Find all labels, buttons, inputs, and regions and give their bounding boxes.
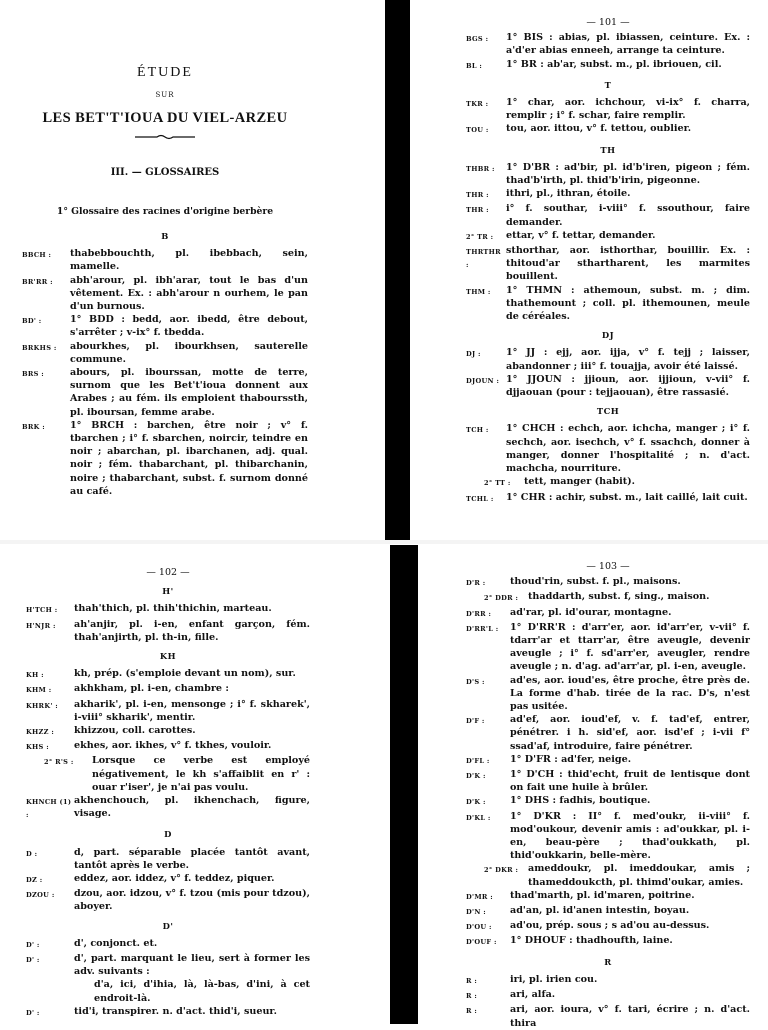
glossary-entry — [466, 794, 750, 809]
glossary-entry — [466, 1003, 750, 1029]
entry-root: BRK : — [22, 422, 46, 431]
glossary-entry — [26, 618, 310, 644]
entry-root: DZ : — [26, 876, 43, 885]
entry-root: DJOUN : — [466, 376, 500, 385]
glossary-entry — [466, 768, 750, 794]
glossary-entry — [466, 187, 750, 202]
entry-definition: 1° D'FR : ad'fer, neige. — [510, 753, 632, 765]
glossary-entry — [466, 674, 750, 714]
glossary-entry — [26, 754, 310, 794]
glossary-entry — [26, 602, 310, 617]
main-title: LES BET'T'IOUA DU VIEL-ARZEU — [42, 110, 288, 127]
glossary-entry — [22, 313, 308, 339]
entry-definition: 1° BIS : abias, pl. ibiassen, ceinture. Ex. : a'd'er abias enneeh, arrange ta ceinture. — [506, 32, 750, 57]
entry-root: BR'RR : — [22, 277, 53, 286]
entry-root: TKR : — [466, 100, 489, 109]
letter-heading: DJ — [601, 330, 615, 341]
glossary-entry — [466, 621, 750, 674]
entry-definition: dzou, aor. idzou, v° f. tzou (mis pour tdzou), aboyer. — [74, 888, 310, 913]
binding-gutter-bottom — [390, 545, 418, 1024]
page-number: — 102 — — [146, 567, 190, 578]
glossary-entry — [26, 724, 310, 739]
letter-heading: H' — [162, 586, 174, 597]
entry-root: R : — [466, 976, 478, 985]
entry-root: H'TCH : — [26, 606, 58, 615]
entry-root: D'MR : — [466, 892, 494, 901]
entry-root: KHS : — [26, 743, 49, 752]
entry-root: THR : — [466, 191, 489, 200]
entry-root: KH : — [26, 671, 44, 680]
glossary-entry — [26, 1005, 310, 1020]
entry-definition: 1° D'KR : II° f. med'oukr, ii-viii° f. mod'oukour, devenir amis : ad'oukkar, pl. i-en, beau-père ; thad'oukkath, pl. thid'oukkarin, belle-mère. — [510, 810, 750, 862]
entry-definition: ari, alfa. — [510, 989, 556, 1001]
letter-heading: KH — [159, 651, 177, 662]
glossary-entry — [466, 590, 750, 605]
entry-definition: 1° JJOUN : jjioun, aor. ijjioun, v-vii° f. djjaouan (pour : tejjaouan), être rassasié. — [506, 373, 750, 399]
entry-definition: akharik', pl. i-en, mensonge ; i° f. skharek', i-viii° skharik', mentir. — [74, 698, 310, 723]
entry-root: D'OUF : — [466, 938, 497, 947]
glossary-entry — [466, 161, 750, 187]
glossary-entry — [26, 682, 310, 697]
entry-definition: tid'i, transpirer. n. d'act. thid'i, sueur. — [74, 1005, 277, 1017]
glossary-entry — [466, 58, 750, 73]
letter-heading: D — [164, 829, 172, 840]
entry-root: KHNCH (1) : — [26, 798, 72, 820]
letter-heading: B — [161, 231, 169, 242]
section-title: III. — GLOSSAIRES — [110, 166, 220, 178]
entry-root: D'K : — [466, 798, 486, 807]
glossary-entry — [466, 904, 750, 919]
entry-root: D'OU : — [466, 923, 492, 932]
entry-root: KHM : — [26, 686, 52, 695]
entry-root: R : — [466, 992, 478, 1001]
entry-definition: ithri, pl., ithran, étoile. — [506, 188, 631, 200]
page-101 — [466, 16, 750, 506]
entry-root: TCH : — [466, 426, 489, 435]
entry-definition: ad'rar, pl. id'ourar, montagne. — [510, 606, 672, 618]
page-number: — 103 — — [586, 561, 630, 572]
entry-definition: thad'marth, pl. id'maren, poitrine. — [510, 889, 695, 901]
entry-root: D'KL : — [466, 813, 491, 822]
letter-heading: T — [604, 79, 612, 90]
glossary-entry — [22, 366, 308, 419]
entry-definition: thaddarth, subst. f, sing., maison. — [528, 591, 710, 603]
entry-continuation: d'a, ici, d'ihia, là, là-bas, d'ini, à cet endroit-là. — [94, 979, 310, 1004]
glossary-entry — [26, 739, 310, 754]
entry-definition: tou, aor. ittou, v° f. tettou, oublier. — [506, 123, 692, 135]
glossary-entry — [466, 919, 750, 934]
entry-definition: i° f. southar, i-viii° f. ssouthour, faire demander. — [506, 203, 750, 228]
glossary-entry — [466, 862, 750, 888]
entry-root: THRTHR : — [466, 248, 501, 270]
title-etude: ÉTUDE — [137, 65, 193, 80]
entry-definition: 1° DHOUF : thadhoufth, laine. — [510, 935, 673, 947]
entries-list — [22, 247, 308, 498]
glossary-entry — [466, 934, 750, 949]
entry-definition: akhenchouch, pl. ikhenchach, figure, visage. — [74, 795, 310, 820]
glossary-entry — [26, 698, 310, 724]
entry-root: KHZZ : — [26, 728, 55, 737]
entry-definition: ari, aor. ioura, v° f. tari, écrire ; n. d'act. thira — [510, 1004, 750, 1029]
glossary-entry — [26, 846, 310, 872]
entry-definition: 1° JJ : ejj, aor. ijja, v° f. tejj ; laisser, abandonner ; iii° f. touajja, avoir été laissé. — [506, 347, 750, 372]
title-sur: SUR — [155, 91, 175, 100]
entry-root: BL : — [466, 61, 483, 70]
entries-list — [26, 585, 310, 1020]
entry-definition: khizzou, coll. carottes. — [74, 725, 196, 737]
glossary-entry — [22, 274, 308, 314]
entry-definition: ettar, v° f. tettar, demander. — [506, 229, 656, 241]
glossary-entry — [466, 202, 750, 228]
entries-list — [466, 575, 750, 1030]
glossary-entry — [466, 575, 750, 590]
entry-definition: abh'arour, pl. ibh'arar, tout le bas d'un vêtement. Ex. : abh'arour n ourhem, le pan d'un burnous. — [70, 274, 308, 313]
entry-root: D : — [26, 849, 38, 858]
entry-definition: 1° THMN : athemoun, subst. m. ; dim. thathemount ; coll. pl. ithemounen, meule de céréales. — [506, 284, 750, 323]
letter-heading: R — [604, 956, 612, 967]
entry-definition: ameddoukr, pl. imeddoukar, amis ; thameddoukcth, pl. thimd'oukar, amies. — [528, 863, 750, 888]
ornament-rule — [135, 134, 195, 140]
entry-definition: 1° DHS : fadhis, boutique. — [510, 795, 651, 807]
entry-root: D'RR : — [466, 609, 492, 618]
glossary-entry — [466, 889, 750, 904]
entry-root: KHRK' : — [26, 701, 59, 710]
glossary-entry — [466, 606, 750, 621]
entry-definition: 1° BR : ab'ar, subst. m., pl. ibriouen, cil. — [506, 58, 722, 70]
scan-seam — [0, 540, 768, 544]
binding-gutter-top — [385, 0, 410, 540]
subsection-title: 1° Glossaire des racines d'origine berbère — [56, 205, 274, 217]
entry-definition: 1° CHR : achir, subst. m., lait caillé, lait cuit. — [506, 491, 748, 503]
entry-root: TOU : — [466, 126, 489, 135]
entry-root: THM : — [466, 287, 491, 296]
glossary-entry — [466, 475, 750, 490]
entry-root: BD' : — [22, 317, 42, 326]
entry-root: D' : — [26, 956, 40, 965]
glossary-entry — [466, 973, 750, 988]
letter-heading: TCH — [596, 406, 620, 417]
entry-root: D'K : — [466, 772, 486, 781]
glossary-entry — [466, 713, 750, 753]
glossary-entry — [466, 96, 750, 122]
glossary-entry — [22, 419, 308, 498]
entry-root: D'F : — [466, 717, 485, 726]
glossary-entry — [466, 810, 750, 863]
entry-root: 2° DDR : — [484, 594, 519, 603]
entry-definition: 1° CHCH : echch, aor. ichcha, manger ; i° f. sechch, aor. isechch, v° f. ssachch, donner à manger, donner l'hospitalité ; n. d'act. machcha, nourriture. — [506, 423, 750, 475]
entry-definition: 1° D'CH : thid'echt, fruit de lentisque dont on fait une huile à brûler. — [510, 769, 750, 794]
glossary-entry — [466, 284, 750, 324]
entry-definition: d, part. séparable placée tantôt avant, tantôt après le verbe. — [74, 846, 310, 871]
entry-definition: kh, prép. (s'emploie devant un nom), sur. — [74, 668, 296, 680]
entry-root: 2° DKR : — [484, 866, 519, 875]
entry-definition: d', part. marquant le lieu, sert à former les adv. suivants : — [74, 953, 310, 978]
glossary-entry — [466, 422, 750, 475]
entry-root: BBCH : — [22, 251, 52, 260]
entry-definition: ad'an, pl. id'anen intestin, boyau. — [510, 905, 690, 917]
entry-definition: abours, pl. ibourssan, motte de terre, surnom que les Bet't'ioua donnent aux Arabes ; au fém. ils emploient thabourssth, pl. iboursan, femme arabe. — [70, 367, 308, 418]
entry-root: DZOU : — [26, 891, 55, 900]
entry-definition: thah'thich, pl. thih'thichin, marteau. — [74, 603, 272, 615]
entry-definition: tett, manger (habit). — [524, 476, 636, 488]
page-103 — [466, 560, 750, 1030]
entry-root: H'NJR : — [26, 621, 56, 630]
entry-root: D'R : — [466, 579, 486, 588]
page-102 — [26, 566, 310, 1020]
entry-definition: eddez, aor. iddez, v° f. teddez, piquer. — [74, 873, 275, 885]
glossary-entry — [26, 872, 310, 887]
entry-definition: Lorsque ce verbe est employé négativement, le kh s'affaiblit en r' : ouar r'iser', je n'ai pas voulu. — [92, 755, 310, 793]
glossary-entry — [22, 247, 308, 273]
entry-definition: thoud'rin, subst. f. pl., maisons. — [510, 576, 681, 588]
glossary-entry — [466, 31, 750, 57]
glossary-entry — [466, 491, 750, 506]
letter-heading: D' — [162, 920, 174, 931]
entry-root: D'N : — [466, 908, 486, 917]
entry-root: D' : — [26, 940, 40, 949]
entries-list — [466, 31, 750, 506]
entry-root: 2° TT : — [484, 479, 511, 488]
entry-root: R : — [466, 1007, 478, 1016]
entry-definition: 1° BRCH : barchen, être noir ; v° f. tbarchen ; i° f. sbarchen, noircir, teindre en noir ; abarchan, pl. ibarchanen, adj. qual. noir ; fém. thabarchant, pl. thibarchanin, noire ; thabarchant, subst. f. surnom donné au café. — [70, 419, 308, 497]
entry-root: BGS : — [466, 35, 489, 44]
page-number: — 101 — — [586, 17, 630, 28]
glossary-entry — [26, 887, 310, 913]
glossary-entry — [26, 937, 310, 952]
glossary-entry — [22, 340, 308, 366]
entry-root: 2° R'S : — [44, 758, 74, 767]
entry-definition: 1° BDD : bedd, aor. ibedd, être debout, s'arrêter ; v-ix° f. tbedda. — [70, 314, 308, 339]
glossary-entry — [466, 753, 750, 768]
entry-definition: ah'anjir, pl. i-en, enfant garçon, fém. thah'anjirth, pl. th-in, fille. — [74, 618, 310, 643]
entry-definition: 1° D'BR : ad'bir, pl. id'b'iren, pigeon ; fém. thad'b'irth, pl. thid'b'irin, pigeonne. — [506, 161, 750, 187]
entry-definition: iri, pl. irien cou. — [510, 973, 598, 985]
glossary-entry — [26, 794, 310, 822]
glossary-entry — [466, 229, 750, 244]
entry-definition: ad'ou, prép. sous ; s ad'ou au-dessus. — [510, 920, 710, 932]
entry-definition: 1° char, aor. ichchour, vi-ix° f. charra, remplir ; i° f. schar, faire remplir. — [506, 97, 750, 122]
entry-root: THR : — [466, 206, 489, 215]
entry-definition: 1° D'RR'R : d'arr'er, aor. id'arr'er, v-vii° f. tdarr'ar et ttarr'ar, être aveugle, devenir aveugle ; i° f. sd'arr'er, aveugler, rendre aveugle ; n. d'ag. ad'arr'ar, pl. i-en, aveugle. — [510, 621, 750, 673]
entry-root: D' : — [26, 1008, 40, 1017]
entry-root: D'RR'L : — [466, 624, 499, 633]
glossary-entry — [466, 988, 750, 1003]
entry-root: 2° TR : — [466, 232, 494, 241]
entry-definition: ad'ef, aor. ioud'ef, v. f. tad'ef, entrer, pénétrer. i h. sid'ef, aor. isd'ef ; i-vii f° ssad'af, introduire, faire pénétrer. — [510, 714, 750, 752]
page-title-glossary — [22, 60, 308, 498]
entry-root: THBR : — [466, 164, 495, 173]
entry-definition: akhkham, pl. i-en, chambre : — [74, 683, 229, 695]
letter-heading: TH — [600, 144, 616, 155]
entry-root: BRKHS : — [22, 343, 57, 352]
glossary-entry — [26, 952, 310, 978]
glossary-entry — [466, 373, 750, 399]
glossary-entry — [466, 346, 750, 372]
entry-root: DJ : — [466, 350, 481, 359]
entry-definition: ad'es, aor. ioud'es, être proche, être près de. La forme d'hab. tirée de la rac. D's, n'est pas usitée. — [510, 674, 750, 713]
entry-root: BRS : — [22, 370, 45, 379]
entry-definition: thabebbouchth, pl. ibebbach, sein, mamelle. — [70, 248, 308, 273]
entry-definition: sthorthar, aor. isthorthar, bouillir. Ex. : thitoud'ar sthartharent, les marmites bouillent. — [506, 245, 750, 283]
glossary-entry — [466, 244, 750, 284]
entry-root: D'FL : — [466, 756, 490, 765]
glossary-entry — [26, 667, 310, 682]
entry-definition: d', conjonct. et. — [74, 937, 158, 949]
entry-definition: ekhes, aor. ikhes, v° f. tkhes, vouloir. — [74, 740, 272, 752]
entry-definition: abourkhes, pl. ibourkhsen, sauterelle commune. — [70, 340, 308, 365]
glossary-entry — [466, 122, 750, 137]
entry-root: TCHL : — [466, 494, 494, 503]
entry-root: D'S : — [466, 677, 485, 686]
